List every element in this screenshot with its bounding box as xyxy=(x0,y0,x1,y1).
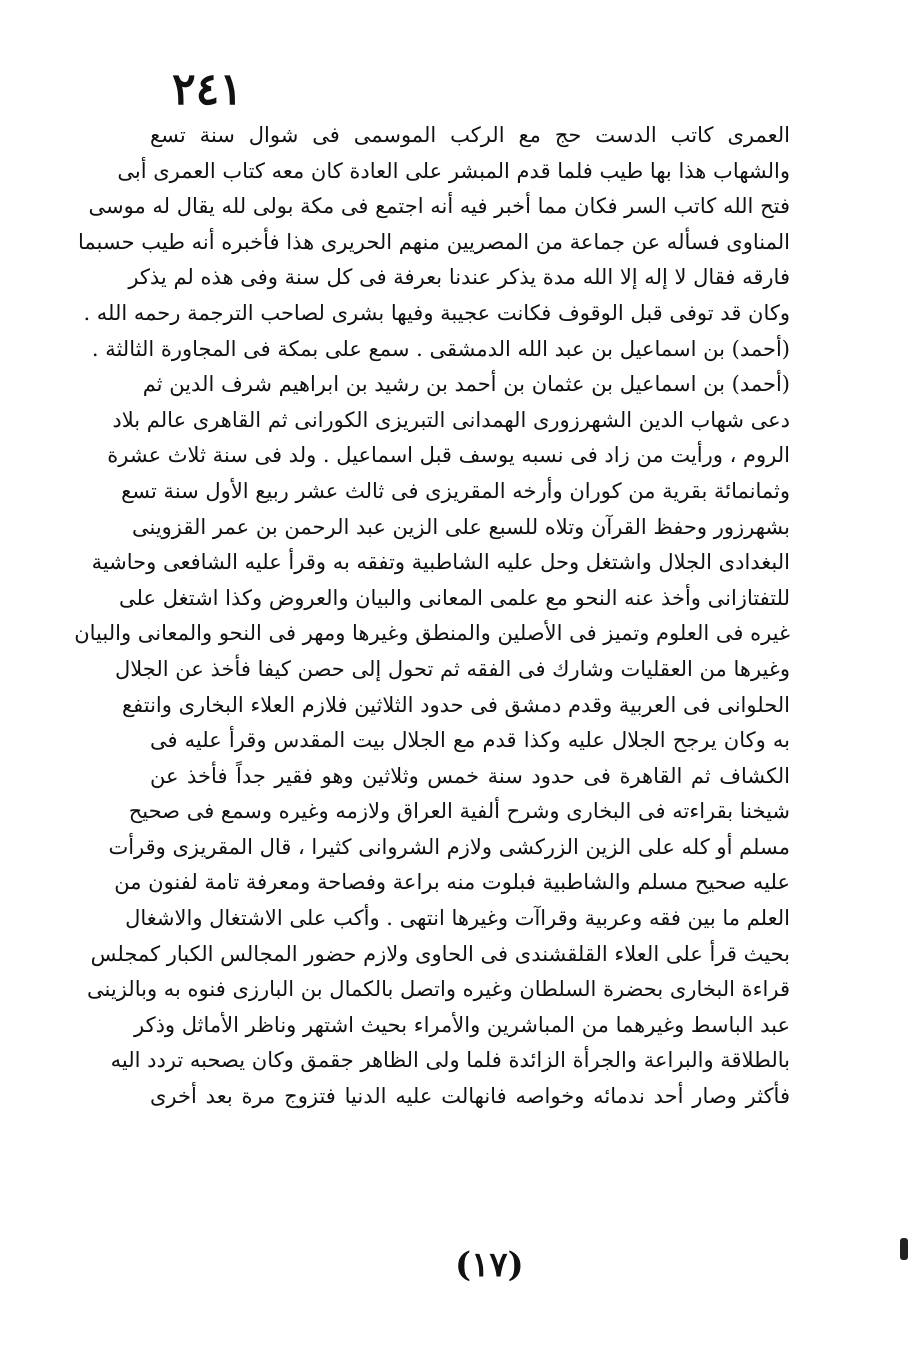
text-line: فتح الله كاتب السر فكان مما أخبر فيه أنه اجتمع فى مكة بولى لله يقال له موسى xyxy=(88,194,790,219)
text-line: وثمانمائة بقرية من كوران وأرخه المقريزى فى ثالث عشر ربيع الأول سنة تسع xyxy=(121,478,790,503)
text-line: غيره فى العلوم وتميز فى الأصلين والمنطق وغيرها ومهر فى النحو والمعانى والبيان xyxy=(74,621,790,646)
text-line: بحيث قرأ على العلاء القلقشندى فى الحاوى ولازم حضور المجالس الكبار كمجلس xyxy=(90,941,790,966)
text-line: العمرى كاتب الدست حج مع الركب الموسمى فى شوال سنة تسع xyxy=(150,123,790,147)
text-line: وغيرها من العقليات وشارك فى الفقه ثم تحول إلى حصن كيفا فأخذ عن الجلال xyxy=(115,656,790,681)
text-line: المناوى فسأله عن جماعة من المصريين منهم الحريرى هذا فأخبره أنه طيب حسبما xyxy=(78,229,790,254)
text-line: قراءة البخارى بحضرة السلطان وغيره واتصل بالكمال بن البارزى فنوه به وبالزينى xyxy=(87,977,790,1002)
text-line: والشهاب هذا بها طيب فلما قدم المبشر على العادة كان معه كتاب العمرى أبى xyxy=(117,158,790,183)
entry-ahmad-ibn-ismail-dimashqi: (أحمد) بن اسماعيل بن عبد الله الدمشقى . سمع على بمكة فى المجاورة الثالثة . xyxy=(91,336,790,361)
text-line: عليه صحيح مسلم والشاطبية فبلوت منه براعة وفصاحة ومعرفة تامة لفنون من xyxy=(114,870,790,895)
text-line: مسلم أو كله على الزين الزركشى ولازم الشروانى كثيرا ، قال المقريزى وقرأت xyxy=(108,834,790,859)
text-line: البغدادى الجلال واشتغل وحل عليه الشاطبية وتفقه به وقرأ عليه الشافعى وحاشية xyxy=(91,550,790,575)
text-line: للتفتازانى وأخذ عنه النحو مع علمى المعانى والبيان والعروض وكذا اشتغل على xyxy=(119,585,790,610)
text-line: فارقه فقال لا إله إلا الله مدة يذكر عندنا بعرفة فى كل سنة وفى هذه لم يذكر xyxy=(128,265,790,290)
text-line: الحلوانى فى العربية وقدم دمشق فى حدود الثلاثين فلازم العلاء البخارى وانتفع xyxy=(121,692,790,717)
text-line: شيخنا بقراءته فى البخارى وشرح ألفية العراق ولازمه وغيره وسمع فى صحيح xyxy=(128,799,790,824)
text-line: العلم ما بين فقه وعربية وقراآت وغيرها انتهى . وأكب على الاشتغال والاشغال xyxy=(125,906,790,931)
text-line: وكان قد توفى قبل الوقوف فكانت عجيبة وفيها بشرى لصاحب الترجمة رحمه الله . xyxy=(83,300,790,325)
signature-mark: (١٧) xyxy=(455,1245,524,1285)
text-line: به وكان يرجح الجلال عليه وكذا قدم مع الجلال بيت المقدس وقرأ عليه فى xyxy=(150,728,790,753)
text-line: فأكثر وصار أحد ندمائه وخواصه فانهالت عليه الدنيا فتزوج مرة بعد أخرى xyxy=(150,1084,790,1109)
page-number: ٢٤١ xyxy=(172,64,243,115)
text-line: الكشاف ثم القاهرة فى حدود سنة خمس وثلاثين وهو فقير جداً فأخذ عن xyxy=(150,763,790,788)
text-line: الروم ، ورأيت من زاد فى نسبه يوسف قبل اسماعيل . ولد فى سنة ثلاث عشرة xyxy=(107,443,790,468)
text-line: عبد الباسط وغيرهما من المباشرين والأمراء بحيث اشتهر وناظر الأماثل وذكر xyxy=(133,1012,790,1037)
text-line: دعى شهاب الدين الشهرزورى الهمدانى التبريزى الكورانى ثم القاهرى عالم بلاد xyxy=(112,407,790,432)
entry-ahmad-ibn-ismail-ibn-uthman: (أحمد) بن اسماعيل بن عثمان بن أحمد بن رشيد بن ابراهيم شرف الدين ثم xyxy=(142,372,790,397)
text-line: بالطلاقة والبراعة والجرأة الزائدة فلما ولى الظاهر جقمق وكان يصحبه تردد اليه xyxy=(110,1048,790,1073)
text-line: بشهرزور وحفظ القرآن وتلاه للسبع على الزين عبد الرحمن بن عمر القزوينى xyxy=(131,514,790,539)
page-edge-mark xyxy=(900,1238,908,1260)
text-body xyxy=(74,118,790,1115)
